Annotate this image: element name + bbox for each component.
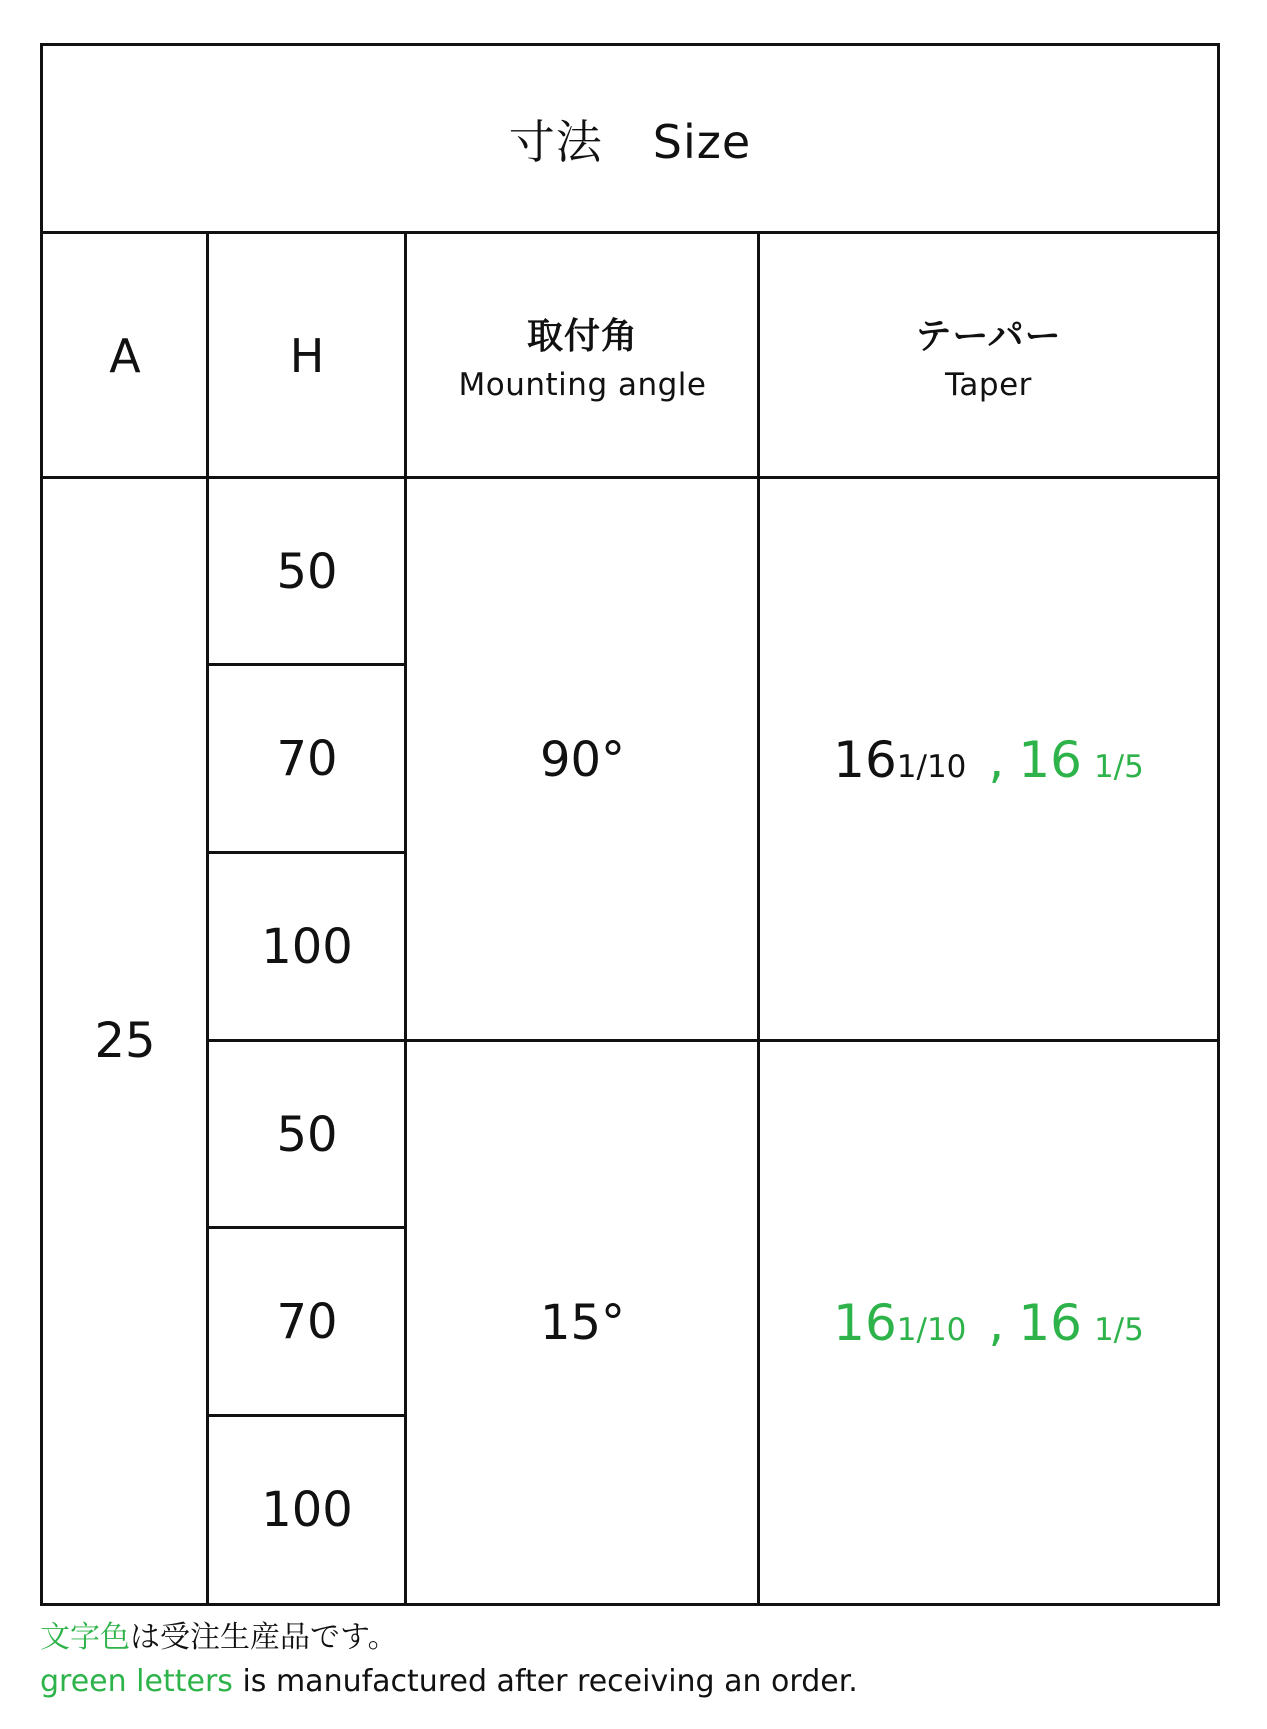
a-value-cell bbox=[43, 479, 207, 1603]
note-en-green-text: green letters bbox=[40, 1664, 233, 1699]
table-border-right bbox=[1217, 43, 1220, 1606]
note-jp-green-text: 文字色 bbox=[40, 1620, 130, 1655]
h-value: 70 bbox=[276, 1294, 338, 1350]
header-a-label: A bbox=[109, 328, 141, 383]
taper-cell bbox=[760, 1042, 1217, 1603]
angle-value: 90° bbox=[539, 731, 626, 788]
h-value: 100 bbox=[261, 919, 353, 975]
note-en bbox=[40, 1664, 858, 1699]
taper-item bbox=[833, 731, 966, 789]
table-title bbox=[43, 46, 1217, 232]
taper-cell bbox=[760, 479, 1217, 1040]
taper-fraction: 1/10 bbox=[896, 1311, 967, 1348]
header-taper bbox=[760, 234, 1217, 477]
angle-value: 15° bbox=[539, 1294, 626, 1351]
taper-item bbox=[833, 1294, 966, 1352]
h-value-cell bbox=[209, 1042, 405, 1227]
h-value: 70 bbox=[276, 731, 338, 787]
h-value-cell bbox=[209, 1229, 405, 1415]
taper-fraction: 1/10 bbox=[896, 748, 967, 785]
taper-values bbox=[833, 731, 1144, 789]
h-value-cell bbox=[209, 1417, 405, 1603]
angle-cell bbox=[407, 1042, 758, 1603]
taper-whole: 16 bbox=[1018, 1293, 1082, 1352]
header-angle-jp: 取付角 bbox=[526, 316, 638, 357]
h-value-cell bbox=[209, 666, 405, 852]
h-value-cell bbox=[209, 479, 405, 664]
taper-separator: , bbox=[988, 1293, 1005, 1352]
title-en: Size bbox=[652, 115, 752, 169]
taper-fraction: 1/5 bbox=[1093, 748, 1144, 785]
taper-whole: 16 bbox=[833, 1293, 897, 1352]
taper-whole: 16 bbox=[1018, 730, 1082, 789]
h-value-cell bbox=[209, 854, 405, 1040]
taper-item bbox=[1018, 1294, 1144, 1352]
header-taper-jp: テーパー bbox=[915, 316, 1062, 357]
taper-whole: 16 bbox=[833, 730, 897, 789]
taper-fraction: 1/5 bbox=[1093, 1311, 1144, 1348]
a-value: 25 bbox=[94, 1013, 156, 1069]
taper-values bbox=[833, 1294, 1144, 1352]
header-angle-en: Mounting angle bbox=[458, 367, 707, 403]
header-taper-en: Taper bbox=[945, 367, 1032, 403]
taper-item bbox=[1018, 731, 1144, 789]
header-h bbox=[209, 234, 405, 477]
header-a bbox=[43, 234, 207, 477]
header-h-label: H bbox=[289, 328, 325, 383]
angle-cell bbox=[407, 479, 758, 1040]
h-value: 50 bbox=[276, 543, 338, 600]
table-border-bottom bbox=[40, 1603, 1220, 1606]
header-mounting-angle bbox=[407, 234, 758, 477]
taper-separator: , bbox=[988, 730, 1005, 789]
h-value: 100 bbox=[261, 1482, 353, 1538]
title-jp: 寸法 bbox=[508, 115, 603, 169]
note-jp-text: は受注生産品です。 bbox=[130, 1620, 398, 1655]
note-jp bbox=[40, 1612, 398, 1656]
h-value: 50 bbox=[276, 1106, 338, 1163]
note-en-text: is manufactured after receiving an order. bbox=[232, 1664, 858, 1699]
